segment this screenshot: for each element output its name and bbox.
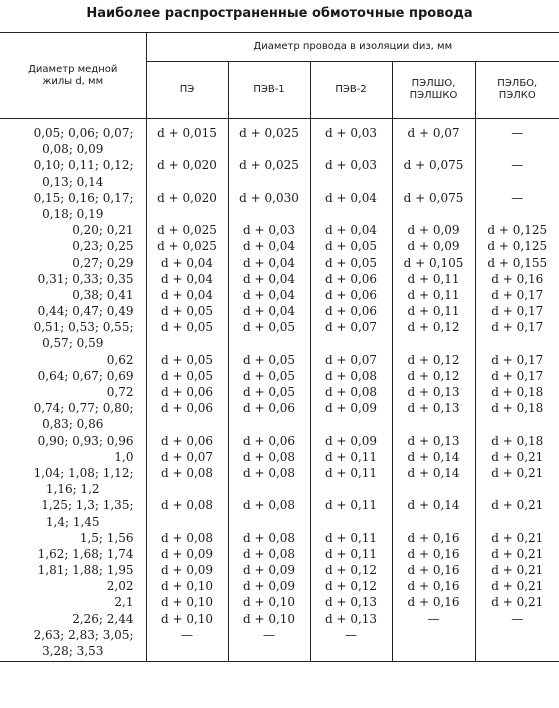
insulated-diameter-cell: d + 0,09 bbox=[228, 580, 310, 596]
insulated-diameter-cell: d + 0,04 bbox=[310, 192, 392, 208]
insulated-diameter-cell: d + 0,13 bbox=[392, 402, 475, 418]
insulated-diameter-cell: d + 0,04 bbox=[146, 273, 228, 289]
insulated-diameter-cell: d + 0,21 bbox=[475, 499, 559, 515]
insulated-diameter-cell: d + 0,14 bbox=[392, 451, 475, 467]
insulated-diameter-cell bbox=[475, 143, 559, 159]
insulated-diameter-cell: d + 0,015 bbox=[146, 119, 228, 144]
insulated-diameter-cell: d + 0,10 bbox=[228, 596, 310, 612]
insulated-diameter-cell bbox=[228, 516, 310, 532]
insulated-diameter-cell bbox=[475, 176, 559, 192]
insulated-diameter-cell: d + 0,06 bbox=[310, 289, 392, 305]
core-diameter-cell: 2,1 bbox=[114, 595, 134, 610]
insulated-diameter-cell: d + 0,09 bbox=[146, 548, 228, 564]
insulated-diameter-cell: d + 0,13 bbox=[310, 613, 392, 629]
insulated-diameter-cell: d + 0,16 bbox=[392, 564, 475, 580]
insulated-diameter-cell bbox=[392, 483, 475, 499]
insulated-diameter-cell: d + 0,11 bbox=[310, 451, 392, 467]
insulated-diameter-cell: d + 0,025 bbox=[146, 224, 228, 240]
table-row bbox=[0, 418, 559, 434]
table-row bbox=[0, 176, 559, 192]
insulated-diameter-cell: d + 0,11 bbox=[392, 273, 475, 289]
insulated-diameter-cell: d + 0,17 bbox=[475, 289, 559, 305]
insulated-diameter-cell: d + 0,21 bbox=[475, 467, 559, 483]
insulated-diameter-cell bbox=[392, 516, 475, 532]
table-row bbox=[0, 548, 559, 564]
table-row bbox=[0, 451, 559, 467]
insulated-diameter-cell: d + 0,155 bbox=[475, 257, 559, 273]
insulated-diameter-cell: d + 0,07 bbox=[310, 321, 392, 337]
insulated-diameter-cell bbox=[228, 483, 310, 499]
insulated-diameter-cell: d + 0,13 bbox=[392, 386, 475, 402]
insulated-diameter-cell: — bbox=[475, 192, 559, 208]
insulated-diameter-cell: d + 0,020 bbox=[146, 159, 228, 175]
header-core-diameter-text: Диаметр медной жилы d, мм bbox=[28, 63, 118, 87]
insulated-diameter-cell bbox=[310, 483, 392, 499]
core-diameter-cell: 0,08; 0,09 bbox=[42, 142, 104, 157]
insulated-diameter-cell: d + 0,05 bbox=[228, 321, 310, 337]
insulated-diameter-cell: d + 0,07 bbox=[146, 451, 228, 467]
table-row bbox=[0, 629, 559, 645]
insulated-diameter-cell: d + 0,06 bbox=[146, 386, 228, 402]
insulated-diameter-cell: d + 0,075 bbox=[392, 192, 475, 208]
table-row bbox=[0, 143, 559, 159]
insulated-diameter-cell bbox=[310, 143, 392, 159]
insulated-diameter-cell: d + 0,04 bbox=[146, 257, 228, 273]
insulated-diameter-cell: d + 0,08 bbox=[146, 532, 228, 548]
insulated-diameter-cell: d + 0,025 bbox=[228, 159, 310, 175]
core-diameter-cell: 1,04; 1,08; 1,12; bbox=[33, 465, 134, 480]
insulated-diameter-cell: d + 0,06 bbox=[310, 273, 392, 289]
insulated-diameter-cell: d + 0,10 bbox=[146, 613, 228, 629]
table-row bbox=[0, 645, 559, 662]
insulated-diameter-cell: d + 0,08 bbox=[146, 467, 228, 483]
insulated-diameter-cell: d + 0,08 bbox=[228, 499, 310, 515]
table-row bbox=[0, 224, 559, 240]
insulated-diameter-cell: d + 0,08 bbox=[146, 499, 228, 515]
insulated-diameter-cell: d + 0,16 bbox=[392, 580, 475, 596]
table-row bbox=[0, 159, 559, 175]
insulated-diameter-cell: d + 0,06 bbox=[146, 402, 228, 418]
insulated-diameter-cell: d + 0,11 bbox=[310, 467, 392, 483]
insulated-diameter-cell: d + 0,21 bbox=[475, 564, 559, 580]
table-row bbox=[0, 516, 559, 532]
insulated-diameter-cell: — bbox=[146, 629, 228, 645]
insulated-diameter-cell: — bbox=[475, 613, 559, 629]
core-diameter-cell: 0,05; 0,06; 0,07; bbox=[33, 126, 134, 140]
insulated-diameter-cell: d + 0,09 bbox=[392, 240, 475, 256]
table-row bbox=[0, 370, 559, 386]
insulated-diameter-cell: d + 0,10 bbox=[228, 613, 310, 629]
header-col-pelbo-text: ПЭЛБО, ПЭЛКО bbox=[497, 78, 538, 101]
core-diameter-cell: 0,90; 0,93; 0,96 bbox=[37, 433, 134, 448]
insulated-diameter-cell: d + 0,16 bbox=[392, 596, 475, 612]
insulated-diameter-cell bbox=[475, 483, 559, 499]
header-col-pelsho-text: ПЭЛШО, ПЭЛШКО bbox=[409, 78, 458, 101]
core-diameter-cell: 2,63; 2,83; 3,05; bbox=[33, 627, 134, 642]
insulated-diameter-cell: d + 0,12 bbox=[392, 321, 475, 337]
table-row bbox=[0, 483, 559, 499]
insulated-diameter-cell bbox=[392, 418, 475, 434]
insulated-diameter-cell: d + 0,21 bbox=[475, 596, 559, 612]
insulated-diameter-cell bbox=[475, 629, 559, 645]
insulated-diameter-cell: d + 0,18 bbox=[475, 386, 559, 402]
insulated-diameter-cell bbox=[310, 176, 392, 192]
insulated-diameter-cell: d + 0,07 bbox=[310, 354, 392, 370]
core-diameter-cell: 0,18; 0,19 bbox=[42, 206, 104, 221]
table-row bbox=[0, 273, 559, 289]
insulated-diameter-cell bbox=[392, 208, 475, 224]
insulated-diameter-cell: d + 0,04 bbox=[228, 305, 310, 321]
header-insulated-diameter: Диаметр провода в изоляции dиз, мм bbox=[146, 33, 559, 62]
core-diameter-cell: 1,62; 1,68; 1,74 bbox=[37, 546, 134, 561]
insulated-diameter-cell: d + 0,06 bbox=[228, 435, 310, 451]
table-row bbox=[0, 305, 559, 321]
core-diameter-cell: 0,23; 0,25 bbox=[72, 239, 134, 254]
core-diameter-cell: 0,20; 0,21 bbox=[72, 223, 134, 238]
table-row bbox=[0, 119, 559, 144]
insulated-diameter-cell: d + 0,08 bbox=[310, 386, 392, 402]
insulated-diameter-cell: d + 0,12 bbox=[310, 564, 392, 580]
table-row bbox=[0, 596, 559, 612]
insulated-diameter-cell: d + 0,12 bbox=[392, 370, 475, 386]
insulated-diameter-cell: d + 0,09 bbox=[228, 564, 310, 580]
insulated-diameter-cell bbox=[475, 208, 559, 224]
insulated-diameter-cell: d + 0,030 bbox=[228, 192, 310, 208]
insulated-diameter-cell bbox=[392, 645, 475, 662]
insulated-diameter-cell: d + 0,05 bbox=[310, 240, 392, 256]
insulated-diameter-cell bbox=[475, 418, 559, 434]
header-col-pe: ПЭ bbox=[146, 62, 228, 119]
table-row bbox=[0, 321, 559, 337]
insulated-diameter-cell bbox=[228, 143, 310, 159]
insulated-diameter-cell: d + 0,21 bbox=[475, 580, 559, 596]
table-row bbox=[0, 532, 559, 548]
table-row bbox=[0, 580, 559, 596]
insulated-diameter-cell: d + 0,12 bbox=[392, 354, 475, 370]
table-row bbox=[0, 386, 559, 402]
insulated-diameter-cell: d + 0,03 bbox=[310, 159, 392, 175]
insulated-diameter-cell: — bbox=[475, 119, 559, 144]
insulated-diameter-cell: d + 0,09 bbox=[310, 435, 392, 451]
insulated-diameter-cell: — bbox=[392, 613, 475, 629]
insulated-diameter-cell: d + 0,04 bbox=[310, 224, 392, 240]
core-diameter-cell: 0,62 bbox=[106, 352, 134, 367]
insulated-diameter-cell bbox=[310, 337, 392, 353]
core-diameter-cell: 0,57; 0,59 bbox=[42, 336, 104, 351]
insulated-diameter-cell bbox=[146, 208, 228, 224]
insulated-diameter-cell: d + 0,13 bbox=[310, 596, 392, 612]
insulated-diameter-cell: d + 0,08 bbox=[310, 370, 392, 386]
insulated-diameter-cell bbox=[392, 143, 475, 159]
insulated-diameter-cell: d + 0,105 bbox=[392, 257, 475, 273]
insulated-diameter-cell bbox=[146, 176, 228, 192]
insulated-diameter-cell: d + 0,11 bbox=[392, 289, 475, 305]
insulated-diameter-cell bbox=[228, 208, 310, 224]
insulated-diameter-cell bbox=[475, 645, 559, 662]
core-diameter-cell: 2,26; 2,44 bbox=[72, 611, 134, 626]
insulated-diameter-cell: d + 0,11 bbox=[310, 548, 392, 564]
insulated-diameter-cell: d + 0,05 bbox=[146, 305, 228, 321]
core-diameter-cell: 0,10; 0,11; 0,12; bbox=[33, 158, 134, 173]
table-row bbox=[0, 240, 559, 256]
insulated-diameter-cell: d + 0,025 bbox=[228, 119, 310, 144]
insulated-diameter-cell: d + 0,020 bbox=[146, 192, 228, 208]
table-row bbox=[0, 564, 559, 580]
insulated-diameter-cell: d + 0,05 bbox=[310, 257, 392, 273]
insulated-diameter-cell bbox=[310, 645, 392, 662]
header-col-pev2: ПЭВ-2 bbox=[310, 62, 392, 119]
insulated-diameter-cell bbox=[392, 337, 475, 353]
insulated-diameter-cell bbox=[228, 176, 310, 192]
insulated-diameter-cell: d + 0,05 bbox=[228, 386, 310, 402]
insulated-diameter-cell: d + 0,05 bbox=[146, 370, 228, 386]
insulated-diameter-cell bbox=[310, 418, 392, 434]
insulated-diameter-cell: d + 0,11 bbox=[310, 499, 392, 515]
insulated-diameter-cell: d + 0,10 bbox=[146, 580, 228, 596]
core-diameter-cell: 1,4; 1,45 bbox=[45, 514, 100, 529]
insulated-diameter-cell bbox=[392, 176, 475, 192]
insulated-diameter-cell: d + 0,06 bbox=[146, 435, 228, 451]
insulated-diameter-cell bbox=[310, 516, 392, 532]
insulated-diameter-cell: d + 0,17 bbox=[475, 370, 559, 386]
insulated-diameter-cell: d + 0,06 bbox=[310, 305, 392, 321]
insulated-diameter-cell: d + 0,09 bbox=[146, 564, 228, 580]
core-diameter-cell: 2,02 bbox=[106, 579, 134, 594]
insulated-diameter-cell: d + 0,14 bbox=[392, 499, 475, 515]
insulated-diameter-cell: d + 0,21 bbox=[475, 451, 559, 467]
core-diameter-cell: 0,31; 0,33; 0,35 bbox=[37, 271, 134, 286]
insulated-diameter-cell bbox=[392, 629, 475, 645]
table-row bbox=[0, 192, 559, 208]
insulated-diameter-cell: d + 0,08 bbox=[228, 451, 310, 467]
insulated-diameter-cell bbox=[310, 208, 392, 224]
insulated-diameter-cell: d + 0,11 bbox=[310, 532, 392, 548]
insulated-diameter-cell: d + 0,04 bbox=[146, 289, 228, 305]
insulated-diameter-cell: d + 0,09 bbox=[392, 224, 475, 240]
insulated-diameter-cell: d + 0,21 bbox=[475, 548, 559, 564]
insulated-diameter-cell bbox=[228, 645, 310, 662]
table-row bbox=[0, 435, 559, 451]
insulated-diameter-cell: d + 0,14 bbox=[392, 467, 475, 483]
table-body bbox=[0, 119, 559, 662]
insulated-diameter-cell: d + 0,04 bbox=[228, 289, 310, 305]
table-row bbox=[0, 467, 559, 483]
core-diameter-cell: 3,28; 3,53 bbox=[42, 644, 104, 658]
core-diameter-cell: 0,72 bbox=[106, 385, 134, 399]
insulated-diameter-cell bbox=[146, 516, 228, 532]
insulated-diameter-cell: d + 0,17 bbox=[475, 354, 559, 370]
table-row bbox=[0, 354, 559, 370]
insulated-diameter-cell bbox=[146, 337, 228, 353]
core-diameter-cell: 1,16; 1,2 bbox=[45, 482, 100, 497]
insulated-diameter-cell: — bbox=[228, 629, 310, 645]
insulated-diameter-cell: d + 0,05 bbox=[228, 354, 310, 370]
insulated-diameter-cell: d + 0,11 bbox=[392, 305, 475, 321]
insulated-diameter-cell: d + 0,05 bbox=[146, 354, 228, 370]
header-core-diameter bbox=[0, 33, 146, 119]
insulated-diameter-cell: d + 0,03 bbox=[228, 224, 310, 240]
core-diameter-cell: 0,83; 0,86 bbox=[42, 417, 104, 432]
insulated-diameter-cell bbox=[475, 516, 559, 532]
insulated-diameter-cell bbox=[146, 483, 228, 499]
insulated-diameter-cell bbox=[475, 337, 559, 353]
insulated-diameter-cell: d + 0,18 bbox=[475, 402, 559, 418]
insulated-diameter-cell: d + 0,08 bbox=[228, 467, 310, 483]
core-diameter-cell: 1,5; 1,56 bbox=[79, 530, 134, 545]
core-diameter-cell: 0,27; 0,29 bbox=[72, 255, 134, 270]
insulated-diameter-cell bbox=[146, 143, 228, 159]
insulated-diameter-cell: — bbox=[475, 159, 559, 175]
insulated-diameter-cell bbox=[228, 337, 310, 353]
insulated-diameter-cell: d + 0,17 bbox=[475, 321, 559, 337]
insulated-diameter-cell: d + 0,03 bbox=[310, 119, 392, 144]
insulated-diameter-cell: d + 0,13 bbox=[392, 435, 475, 451]
insulated-diameter-cell: d + 0,09 bbox=[310, 402, 392, 418]
insulated-diameter-cell: d + 0,04 bbox=[228, 273, 310, 289]
insulated-diameter-cell: d + 0,08 bbox=[228, 548, 310, 564]
core-diameter-cell: 0,74; 0,77; 0,80; bbox=[33, 401, 134, 416]
core-diameter-cell: 0,44; 0,47; 0,49 bbox=[37, 304, 134, 319]
insulated-diameter-cell: d + 0,04 bbox=[228, 240, 310, 256]
insulated-diameter-cell: d + 0,125 bbox=[475, 224, 559, 240]
insulated-diameter-cell: d + 0,21 bbox=[475, 532, 559, 548]
table-row bbox=[0, 613, 559, 629]
insulated-diameter-cell bbox=[146, 645, 228, 662]
insulated-diameter-cell: d + 0,10 bbox=[146, 596, 228, 612]
insulated-diameter-cell: d + 0,075 bbox=[392, 159, 475, 175]
header-col-pelsho bbox=[392, 62, 475, 119]
insulated-diameter-cell: d + 0,08 bbox=[228, 532, 310, 548]
insulated-diameter-cell: d + 0,04 bbox=[228, 257, 310, 273]
header-col-pev1: ПЭВ-1 bbox=[228, 62, 310, 119]
insulated-diameter-cell: d + 0,18 bbox=[475, 435, 559, 451]
insulated-diameter-cell: d + 0,05 bbox=[146, 321, 228, 337]
core-diameter-cell: 0,13; 0,14 bbox=[42, 174, 104, 189]
table-row bbox=[0, 289, 559, 305]
insulated-diameter-cell: d + 0,06 bbox=[228, 402, 310, 418]
table-row bbox=[0, 257, 559, 273]
header-col-pelbo bbox=[475, 62, 559, 119]
insulated-diameter-cell: d + 0,025 bbox=[146, 240, 228, 256]
insulated-diameter-cell: d + 0,05 bbox=[228, 370, 310, 386]
core-diameter-cell: 0,38; 0,41 bbox=[72, 287, 134, 302]
table-row bbox=[0, 402, 559, 418]
wire-table bbox=[0, 32, 559, 662]
insulated-diameter-cell bbox=[228, 418, 310, 434]
insulated-diameter-cell: — bbox=[310, 629, 392, 645]
table-row bbox=[0, 208, 559, 224]
core-diameter-cell: 0,51; 0,53; 0,55; bbox=[33, 320, 134, 335]
table-row bbox=[0, 499, 559, 515]
insulated-diameter-cell: d + 0,16 bbox=[475, 273, 559, 289]
core-diameter-cell: 1,25; 1,3; 1,35; bbox=[41, 498, 134, 513]
table-row bbox=[0, 337, 559, 353]
insulated-diameter-cell: d + 0,16 bbox=[392, 548, 475, 564]
insulated-diameter-cell: d + 0,16 bbox=[392, 532, 475, 548]
table-title: Наиболее распространенные обмоточные провода bbox=[86, 6, 473, 21]
core-diameter-cell: 0,15; 0,16; 0,17; bbox=[33, 190, 134, 205]
insulated-diameter-cell bbox=[146, 418, 228, 434]
insulated-diameter-cell: d + 0,12 bbox=[310, 580, 392, 596]
insulated-diameter-cell: d + 0,07 bbox=[392, 119, 475, 144]
insulated-diameter-cell: d + 0,125 bbox=[475, 240, 559, 256]
insulated-diameter-cell: d + 0,17 bbox=[475, 305, 559, 321]
core-diameter-cell: 0,64; 0,67; 0,69 bbox=[37, 368, 134, 383]
core-diameter-cell: 1,0 bbox=[114, 449, 134, 464]
core-diameter-cell: 1,81; 1,88; 1,95 bbox=[37, 563, 134, 578]
